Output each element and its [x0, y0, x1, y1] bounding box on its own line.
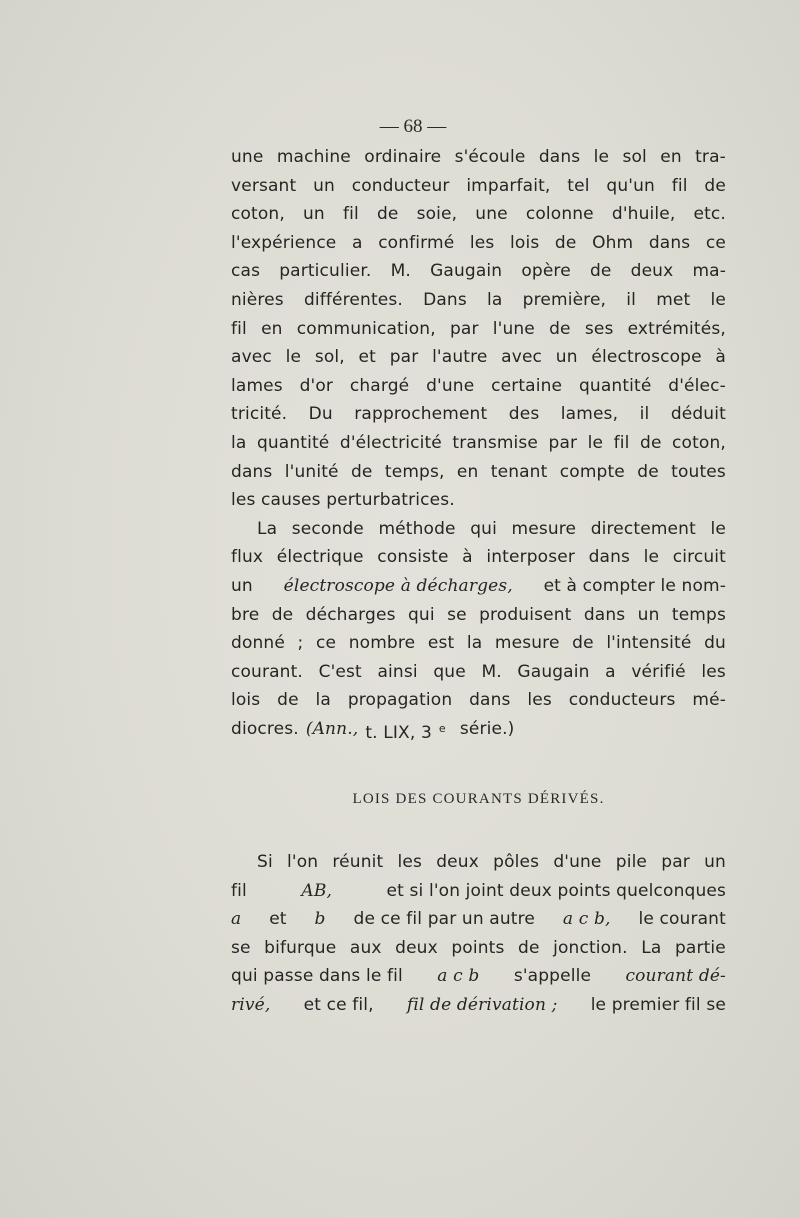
text-line [231, 172, 726, 201]
word: à [715, 347, 726, 368]
word: le [285, 347, 302, 368]
word: propagation [347, 690, 453, 711]
word: de [572, 633, 594, 654]
word: qu'un [606, 175, 655, 196]
word: d'une [426, 375, 475, 396]
word: flux [231, 547, 264, 568]
word: par [548, 432, 578, 453]
word: Si [257, 852, 273, 872]
word: tenant [490, 461, 548, 482]
word: déduit [670, 404, 726, 425]
page-number: — 68 — [379, 116, 447, 137]
line-text: de ce fil par un autre [353, 909, 535, 930]
word: consiste [377, 547, 449, 568]
word: aux [349, 937, 382, 958]
word: seconde [291, 518, 364, 539]
text-line [231, 601, 726, 630]
word: temps, [384, 461, 445, 482]
word: de [554, 232, 577, 253]
word: il [626, 289, 637, 310]
word: par [449, 318, 479, 339]
word: avec [231, 347, 272, 368]
word: Ohm [592, 232, 634, 253]
text-line [231, 486, 726, 515]
italic-term: électroscope à décharges, [283, 575, 513, 596]
line-text: et si l'on joint deux points quelconques [386, 880, 726, 901]
italic-term: a [231, 909, 242, 930]
text-line [231, 572, 726, 601]
line-text: fil [231, 880, 247, 901]
word: dans [588, 547, 631, 568]
word: une [475, 204, 508, 225]
line-text: et ce fil, [303, 994, 374, 1015]
text-line [231, 257, 726, 286]
text-line [231, 877, 726, 906]
word: M. [390, 261, 411, 282]
word: le [593, 147, 610, 167]
word: que [433, 661, 466, 682]
word: qui [470, 518, 497, 539]
text-line [231, 315, 726, 344]
word: de [350, 461, 373, 482]
text-line [231, 962, 726, 991]
word: colonne [525, 204, 594, 225]
word: a [605, 661, 616, 682]
word: vérifié [631, 661, 686, 682]
word: d'électricité [339, 432, 442, 453]
line-text: le premier fil se [590, 994, 726, 1015]
word: de [277, 690, 299, 711]
text-line [231, 905, 726, 934]
word: pile [615, 852, 648, 872]
word: certaine [491, 375, 563, 396]
text-line [231, 458, 726, 487]
word: imparfait, [466, 175, 551, 196]
word: un [555, 347, 578, 368]
word: mesure [494, 633, 560, 654]
word: les [397, 852, 423, 872]
word: temps [671, 604, 726, 625]
word: par [661, 852, 690, 872]
word: méthode [378, 518, 456, 539]
line-text: et à compter le nom- [543, 575, 726, 596]
word: quantité [256, 432, 330, 453]
word: etc. [693, 204, 726, 225]
word: mesure [511, 518, 577, 539]
word: qui [407, 604, 435, 625]
italic-term: a c b, [562, 909, 611, 930]
word: cas [231, 261, 261, 282]
word: l'expérience [231, 232, 337, 253]
word: ; [297, 633, 304, 654]
word: première, [522, 289, 607, 310]
word: se [231, 937, 251, 958]
word: l'une [492, 318, 535, 339]
word: la [231, 432, 247, 453]
word: Dans [423, 289, 467, 310]
italic-term: AB, [301, 880, 333, 901]
word: confirmé [378, 232, 455, 253]
word: versant [231, 175, 297, 196]
word: a [352, 232, 363, 253]
word: compte [559, 461, 625, 482]
word: ma- [692, 261, 726, 282]
word: Gaugain [517, 661, 590, 682]
text-line [231, 229, 726, 258]
word: coton, [231, 204, 285, 225]
word: lois [231, 690, 261, 711]
word: interposer [486, 547, 575, 568]
word: nombre [348, 633, 416, 654]
word: dans [538, 147, 581, 167]
word: produisent [479, 604, 572, 625]
word: coton, [672, 432, 726, 453]
word: avec [501, 347, 543, 368]
word: circuit [672, 547, 726, 568]
word: transmise [452, 432, 539, 453]
word: toutes [671, 461, 726, 482]
word: est [427, 633, 455, 654]
text-line [231, 343, 726, 372]
italic-term: a c b [437, 966, 480, 987]
word: d'huile, [611, 204, 676, 225]
word: en [456, 461, 479, 482]
word: fil [671, 175, 688, 196]
word: particulier. [279, 261, 372, 282]
word: le [587, 432, 604, 453]
word: l'on [287, 852, 319, 872]
text-line [231, 715, 726, 744]
word: tel [567, 175, 590, 196]
paragraph-1 [231, 143, 726, 515]
word: se [447, 604, 467, 625]
word: ordinaire [364, 147, 442, 167]
word: électroscope [591, 347, 702, 368]
italic-term: b [314, 909, 326, 930]
word: en [261, 318, 283, 339]
text-line [231, 372, 726, 401]
text-line [231, 400, 726, 429]
word: et [358, 347, 376, 368]
word: lois [510, 232, 540, 253]
line-text: le courant [638, 909, 726, 930]
word: tra- [695, 147, 726, 167]
word: C'est [318, 661, 362, 682]
word: à [462, 547, 473, 568]
word: fil [342, 204, 359, 225]
word: rapprochement [354, 404, 488, 425]
word: les [701, 661, 726, 682]
word: bifurque [264, 937, 337, 958]
text-line [231, 848, 726, 877]
line-text: les causes perturbatrices. [231, 490, 455, 511]
text-line [231, 934, 726, 963]
word: le [710, 518, 726, 539]
word: les [527, 690, 552, 711]
word: des [508, 404, 540, 425]
word: dans [648, 232, 691, 253]
word: soie, [416, 204, 458, 225]
text-line [231, 991, 726, 1020]
word: fil [613, 432, 630, 453]
line-text: et [269, 909, 287, 930]
word: d'or [299, 375, 334, 396]
word: la [315, 690, 331, 711]
word: bre [231, 604, 260, 625]
word: dans [231, 461, 273, 482]
word: la [466, 633, 483, 654]
word: pôles [493, 852, 540, 872]
word: en [660, 147, 682, 167]
italic-term: fil de dérivation ; [406, 994, 558, 1015]
word: un [303, 204, 325, 225]
paragraph-2 [231, 515, 726, 744]
text-line [231, 515, 726, 544]
word: quantité [578, 375, 652, 396]
body-text-top [231, 143, 726, 743]
word: le [710, 289, 726, 310]
word: La [257, 518, 278, 539]
word: communication, [296, 318, 436, 339]
word: M. [481, 661, 502, 682]
word: points [451, 937, 505, 958]
word: ainsi [377, 661, 418, 682]
word: opère [521, 261, 571, 282]
text-line [231, 658, 726, 687]
word: Du [308, 404, 333, 425]
text-line [231, 286, 726, 315]
word: fil [231, 318, 247, 339]
text-line [231, 629, 726, 658]
word: jonction. [553, 937, 628, 958]
italic-term: rivé, [231, 994, 271, 1015]
word: conducteur [351, 175, 450, 196]
text-line [231, 429, 726, 458]
word: met [656, 289, 691, 310]
line-text: série.) [459, 718, 515, 739]
word: ses [584, 318, 614, 339]
text-line [231, 543, 726, 572]
word: par [389, 347, 419, 368]
word: l'autre [432, 347, 488, 368]
word: extrémités, [627, 318, 726, 339]
citation-journal: (Ann., [305, 718, 359, 739]
word: sol, [314, 347, 345, 368]
word: conducteurs [568, 690, 676, 711]
word: un [704, 852, 726, 872]
word: d'une [553, 852, 602, 872]
word: machine [276, 147, 351, 167]
word: deux [630, 261, 674, 282]
word: ce [705, 232, 726, 253]
word: réunit [332, 852, 384, 872]
section-heading: LOIS DES COURANTS DÉRIVÉS. [352, 791, 605, 807]
word: deux [395, 937, 438, 958]
word: directement [590, 518, 696, 539]
word: un [313, 175, 335, 196]
word: de [376, 204, 399, 225]
word: les [469, 232, 495, 253]
word: l'intensité [606, 633, 692, 654]
superscript: e [438, 721, 446, 735]
word: du [704, 633, 726, 654]
citation-volume [365, 715, 453, 744]
word: dans [469, 690, 511, 711]
word: courant. [231, 661, 303, 682]
word: de [549, 318, 571, 339]
word: sol [622, 147, 647, 167]
word: dans [583, 604, 626, 625]
italic-term: courant dé- [625, 966, 726, 987]
word: chargé [349, 375, 410, 396]
word: un [637, 604, 660, 625]
line-text: un [231, 575, 253, 596]
line-text: qui passe dans le fil [231, 966, 403, 987]
word: une [231, 147, 264, 167]
word: deux [436, 852, 479, 872]
word: de [518, 937, 540, 958]
word: lames [231, 375, 283, 396]
line-text: diocres. [231, 718, 299, 739]
text-line [231, 200, 726, 229]
word: décharges [305, 604, 396, 625]
word: s'écoule [454, 147, 526, 167]
word: de [271, 604, 294, 625]
word: tricité. [231, 404, 288, 425]
word: le [643, 547, 660, 568]
text-line [231, 143, 726, 172]
text-line [231, 686, 726, 715]
word: lames, [560, 404, 619, 425]
word: donné [231, 633, 285, 654]
word: mé- [692, 690, 726, 711]
line-text: t. LIX, 3 [365, 722, 432, 743]
word: de [637, 461, 659, 482]
word: l'unité [284, 461, 339, 482]
word: nières [231, 289, 284, 310]
word: partie [674, 937, 726, 958]
word: la [487, 289, 503, 310]
word: de [640, 432, 662, 453]
word: Gaugain [430, 261, 503, 282]
word: d'élec- [668, 375, 726, 396]
line-text: s'appelle [513, 966, 592, 987]
word: il [639, 404, 650, 425]
word: différentes. [303, 289, 403, 310]
word: ce [316, 633, 337, 654]
word: électrique [276, 547, 364, 568]
word: La [641, 937, 662, 958]
word: de [589, 261, 612, 282]
word: de [704, 175, 726, 196]
body-text-bottom [231, 848, 726, 1020]
